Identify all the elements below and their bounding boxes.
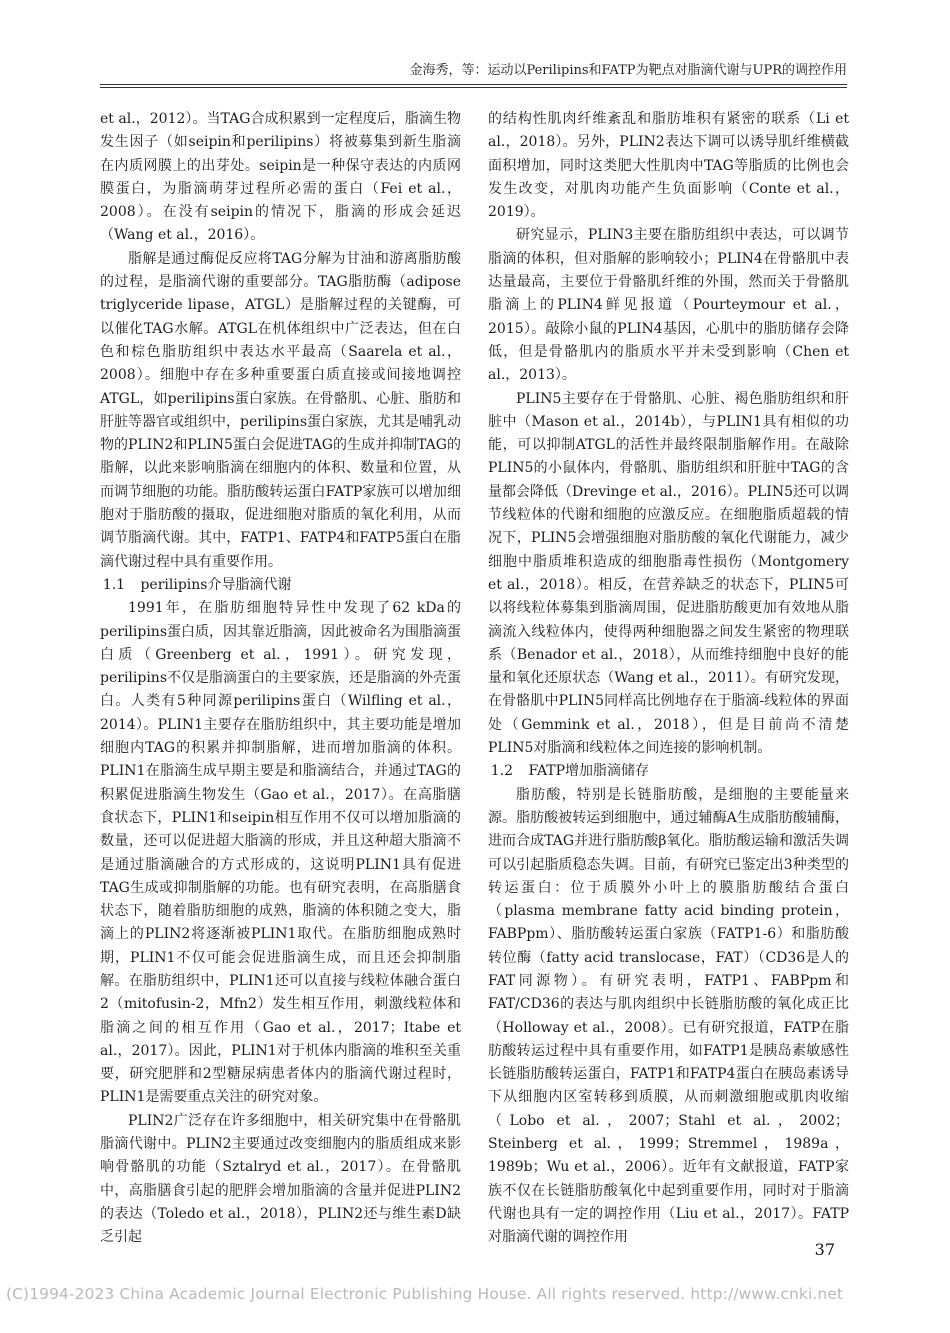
section-number: 1.2 (490, 763, 514, 780)
body-paragraph: 脂肪酸，特别是长链脂肪酸，是细胞的主要能量来源。脂肪酸被转运到细胞中，通过辅酶A生成脂肪酸辅酶，进而合成TAG并进行脂肪酸β氧化。脂肪酸运输和激活失调可以引起脂质稳态失调。目前，有研究已鉴定出3种类型的转运蛋白：位于质膜外小叶上的膜脂肪酸结合蛋白（plasma membrane fatty acid binding protein，FABPpm）、脂肪酸转运蛋白家族（FATP1-6）和脂肪酸转位酶（fatty acid translocase，FAT）（CD36是人的FAT同源物）。有研究表明，FATP1、FABPpm和FAT/CD36的表达与肌肉组织中长链脂肪酸的氧化成正比（Holloway et al.，2008）。已有研究报道，FATP在脂肪酸转运过程中具有重要作用，如FATP1是胰岛素敏感性长链脂肪酸转运蛋白，FATP1和FATP4蛋白在胰岛素诱导下从细胞内区室转移到质膜，从而刺激细胞或肌肉收缩（Lobo et al.，2007；Stahl et al.，2002；Steinberg et al.，1999；Stremmel，1989a，1989b；Wu et al.，2006）。近年有文献报道，FATP家族不仅在长链脂肪酸氧化中起到重要作用，同时对于脂滴代谢也具有一定的调控作用（Liu et al.，2017）。FATP对脂滴代谢的调控作用 (488, 786, 849, 1246)
body-paragraph: 研究显示，PLIN3主要在脂肪组织中表达，可以调节脂滴的体积，但对脂解的影响较小；PLIN4在骨骼肌中表达量最高，主要位于骨骼肌纤维的外围，然而关于骨骼肌脂滴上的PLIN4鲜见报道（Pourteymour et al.，2015）。敲除小鼠的PLIN4基因，心肌中的脂肪储存会降低，但是骨骼肌内的脂质水平并未受到影响（Chen et al.，2013）。 (488, 227, 849, 384)
running-header: 金海秀，等：运动以Perilipins和FATP为靶点对脂滴代谢与UPR的调控作用 (409, 63, 847, 78)
body-paragraph: 的结构性肌肉纤维紊乱和脂肪堆积有紧密的联系（Li et al.，2018）。另外，PLIN2表达下调可以诱导肌纤维横截面积增加，同时这类肥大性肌肉中TAG等脂质的比例也会发生改变，对肌肉功能产生负面影响（Conte et al.，2019）。 (488, 111, 849, 221)
header-rule-bottom (100, 87, 847, 88)
section-heading (488, 760, 849, 783)
page-number: 37 (814, 1240, 835, 1259)
body-paragraph: 脂解是通过酶促反应将TAG分解为甘油和游离脂肪酸的过程，是脂滴代谢的重要部分。TAG脂肪酶（adipose triglyceride lipase，ATGL）是脂解过程的关键酶，可以催化TAG水解。ATGL在机体组织中广泛表达，但在白色和棕色脂肪组织中表达水平最高（Saarela et al.，2008）。细胞中存在多种重要蛋白质直接或间接地调控ATGL，如perilipins蛋白家族。在骨骼肌、心脏、脂肪和肝脏等器官或组织中，perilipins蛋白家族，尤其是哺乳动物的PLIN2和PLIN5蛋白会促进TAG的生成并抑制TAG的脂解，以此来影响脂滴在细胞内的体积、数量和位置，从而调节细胞的功能。脂肪酸转运蛋白FATP家族可以增加细胞对于脂肪酸的摄取，促进细胞对脂质的氧化利用，从而调节脂滴代谢。其中，FATP1、FATP4和FATP5蛋白在脂滴代谢过程中具有重要作用。 (100, 250, 462, 570)
section-title: FATP增加脂滴储存 (528, 763, 650, 780)
left-column (100, 108, 461, 1250)
section-title: perilipins介导脂滴代谢 (140, 576, 292, 593)
body-paragraph: PLIN2广泛存在许多细胞中，相关研究集中在骨骼肌脂滴代谢中。PLIN2主要通过改变细胞内的脂质组成来影响骨骼肌的功能（Sztalryd et al.，2017）。在骨骼肌中，高脂膳食引起的肥胖会增加脂滴的含量并促进PLIN2的表达（Toledo et al.，2018），PLIN2还与维生素D缺乏引起 (100, 1112, 461, 1246)
section-heading (100, 574, 461, 597)
copyright-watermark: (C)1994-2023 China Academic Journal Electronic Publishing House. All rights reserved. http://www.cnki.net (6, 1285, 844, 1303)
body-paragraph: PLIN5主要存在于骨骼肌、心脏、褐色脂肪组织和肝脏中（Mason et al.，2014b），与PLIN1具有相似的功能，可以抑制ATGL的活性并最终限制脂解作用。在敲除PLIN5的小鼠体内，骨骼肌、脂肪组织和肝脏中TAG的含量都会降低（Drevinge et al.，2016）。PLIN5还可以调节线粒体的代谢和细胞的应激反应。在细胞脂质超载的情况下，PLIN5会增强细胞对脂肪酸的氧化代谢能力，减少细胞中脂质堆积造成的细胞脂毒性损伤（Montgomery et al.，2018）。相反，在营养缺乏的状态下，PLIN5可以将线粒体募集到脂滴周围，促进脂肪酸更加有效地从脂滴流入线粒体内，使得两种细胞器之间发生紧密的物理联系（Benador et al.，2018），从而维持细胞中良好的能量和氧化还原状态（Wang et al.，2011）。有研究发现，在骨骼肌中PLIN5同样高比例地存在于脂滴-线粒体的界面处（Gemmink et al.，2018），但是目前尚不清楚PLIN5对脂滴和线粒体之间连接的影响机制。 (488, 390, 849, 757)
header-rule-top (100, 84, 847, 85)
section-number: 1.1 (102, 576, 126, 593)
body-paragraph: 1991年，在脂肪细胞特异性中发现了62 kDa的perilipins蛋白质，因其靠近脂滴，因此被命名为围脂滴蛋白质（Greenberg et al.，1991）。研究发现，perilipins不仅是脂滴蛋白的主要家族，还是脂滴的外壳蛋白。人类有5种同源perilipins蛋白（Wilfling et al.，2014）。PLIN1主要存在脂肪组织中，其主要功能是增加细胞内TAG的积累并抑制脂解，进而增加脂滴的体积。PLIN1在脂滴生成早期主要是和脂滴结合，并通过TAG的积累促进脂滴生物发生（Gao et al.，2017）。在高脂膳食状态下，PLIN1和seipin相互作用不仅可以增加脂滴的数量，还可以促进超大脂滴的形成，并且这种超大脂滴不是通过脂滴融合的方式形成的，这说明PLIN1具有促进TAG生成或抑制脂解的功能。也有研究表明，在高脂膳食状态下，随着脂肪细胞的成熟，脂滴的体积随之变大，脂滴上的PLIN2将逐渐被PLIN1取代。在脂肪细胞成熟时期，PLIN1不仅可能会促进脂滴生成，而且还会抑制脂解。在脂肪组织中，PLIN1还可以直接与线粒体融合蛋白2（mitofusin-2，Mfn2）发生相互作用，刺激线粒体和脂滴之间的相互作用（Gao et al.，2017；Itabe et al.，2017）。因此，PLIN1对于机体内脂滴的堆积至关重要，研究肥胖和2型糖尿病患者体内的脂滴代谢过程时，PLIN1是需要重点关注的研究对象。 (100, 600, 462, 1106)
body-paragraph: et al.，2012）。当TAG合成积累到一定程度后，脂滴生物发生因子（如seipin和perilipins）将被募集到新生脂滴在内质网膜上的出芽处。seipin是一种保守表达的内质网膜蛋白，为脂滴萌芽过程所必需的蛋白（Fei et al.，2008）。在没有seipin的情况下，脂滴的形成会延迟（Wang et al.，2016）。 (100, 111, 461, 244)
right-column (488, 108, 849, 1250)
